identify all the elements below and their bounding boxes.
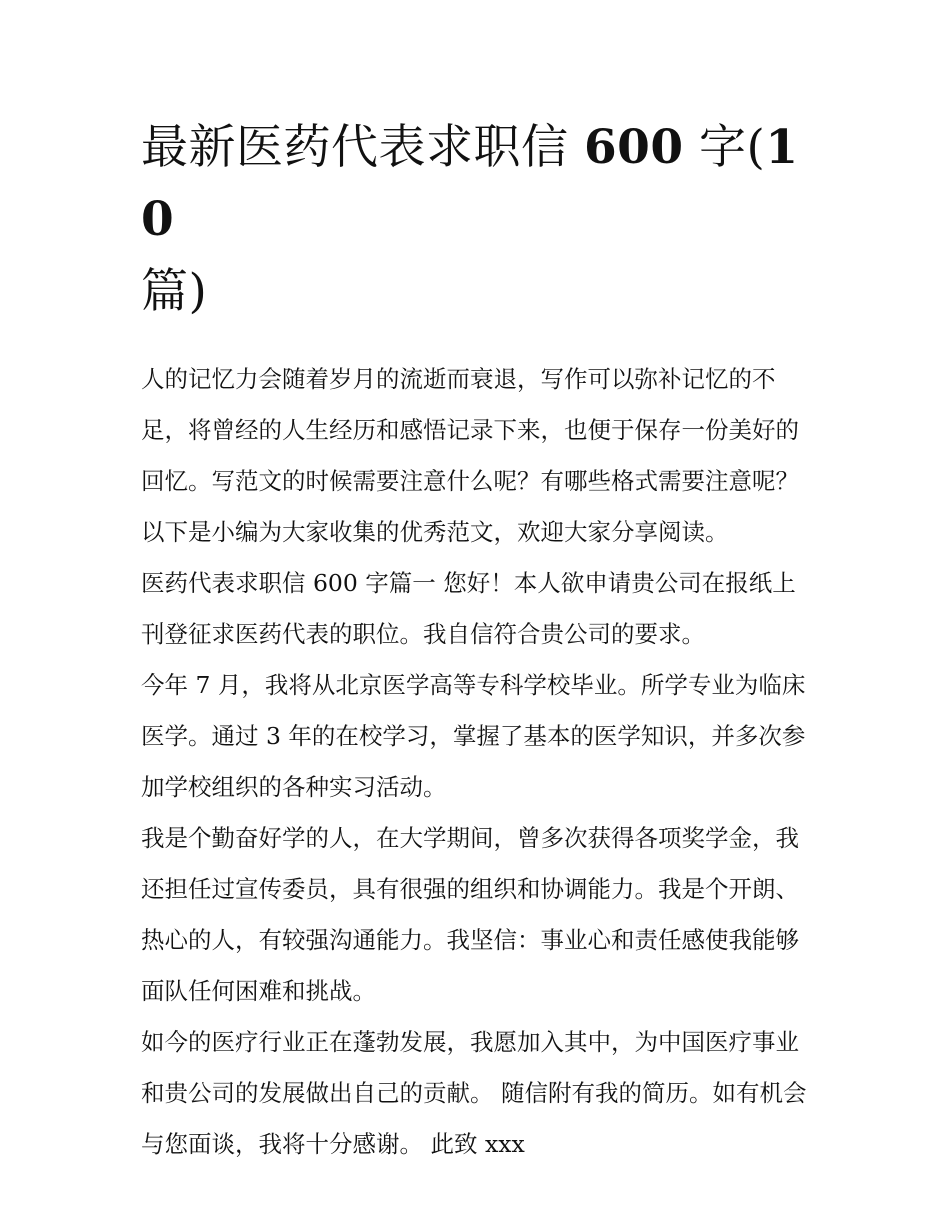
document-content [141, 112, 813, 1170]
paragraph-opening: 医药代表求职信 600 字篇一 您好！本人欲申请贵公司在报纸上刊登征求医药代表的职位。我自信符合贵公司的要求。 [141, 569, 796, 648]
title-text-part3: 篇) [141, 264, 208, 319]
paragraph-intro: 人的记忆力会随着岁月的流逝而衰退，写作可以弥补记忆的不足，将曾经的人生经历和感悟记录下来，也便于保存一份美好的回忆。写范文的时候需要注意什么呢？有哪些格式需要注意呢？以下是小编为大家收集的优秀范文，欢迎大家分享阅读。 [141, 365, 799, 546]
title-text-part1: 最新医药代表求职信 [141, 120, 584, 175]
paragraph-personality: 我是个勤奋好学的人，在大学期间，曾多次获得各项奖学金，我还担任过宣传委员，具有很强的组织和协调能力。我是个开朗、热心的人，有较强沟通能力。我坚信：事业心和责任感使我能够面队任何困难和挑战。 [141, 824, 799, 1005]
document-body [141, 354, 813, 1170]
title-text-part2: 字( [683, 120, 766, 175]
document-title [141, 112, 813, 328]
paragraph-closing: 如今的医疗行业正在蓬勃发展，我愿加入其中，为中国医疗事业和贵公司的发展做出自己的贡献。 随信附有我的简历。如有机会与您面谈，我将十分感谢。 此致 xxx [141, 1028, 807, 1158]
title-number: 600 [583, 120, 684, 175]
title-count: 10 [141, 120, 799, 247]
paragraph-education: 今年 7 月，我将从北京医学高等专科学校毕业。所学专业为临床医学。通过 3 年的在校学习，掌握了基本的医学知识，并多次参加学校组织的各种实习活动。 [141, 671, 806, 801]
